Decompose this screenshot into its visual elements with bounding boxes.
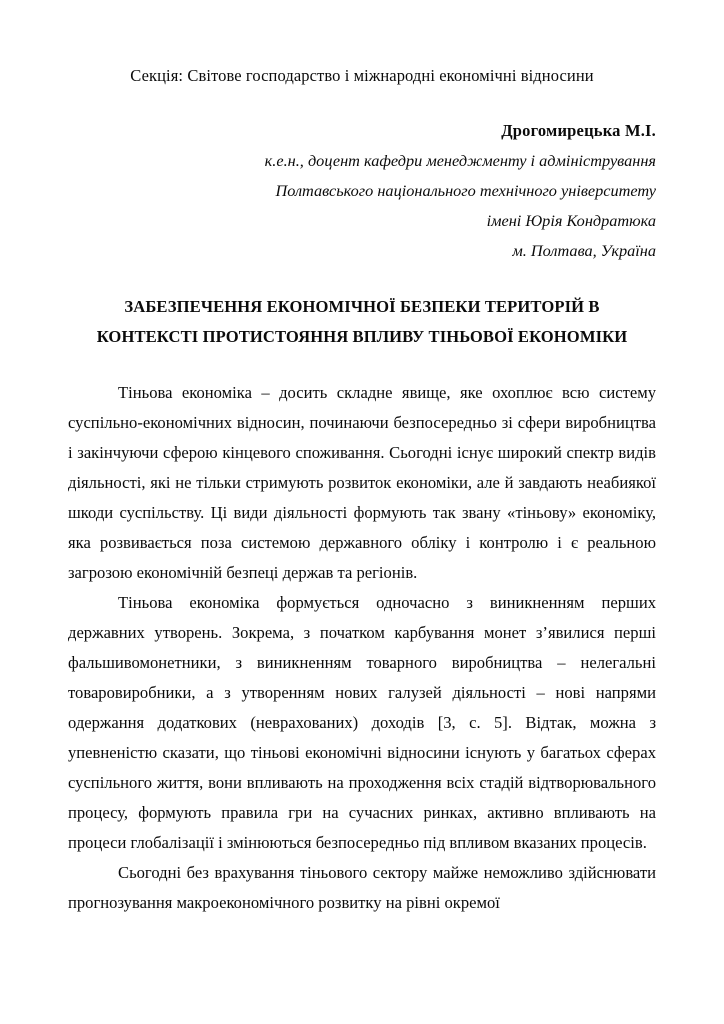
body-paragraph-1: Тіньова економіка – досить складне явище, яке охоплює всю систему суспільно-економічних відносин, починаючи безпосередньо зі сфери виробництва і закінчуючи сферою кінцевого споживання. Сьогодні існує широкий спектр видів діяльності, які не тільки стримують розвиток економіки, але й завдають неабиякої шкоди суспільству. Ці види діяльності формують так звану «тіньову» економіку, яка розвивається поза системою державного обліку і контролю і є реальною загрозою економічній безпеці держав та регіонів. <box>68 383 656 582</box>
body-text <box>68 378 656 918</box>
author-affiliation-university-name: імені Юрія Кондратюка <box>486 211 656 230</box>
body-paragraph-3: Сьогодні без врахування тіньового сектору майже неможливо здійснювати прогнозування макроекономічного розвитку на рівні окремої <box>68 863 656 912</box>
page-content <box>68 0 656 918</box>
body-paragraph-2: Тіньова економіка формується одночасно з виникненням перших державних утворень. Зокрема, з початком карбування монет з’явилися перші фальшивомонетники, з виникненням товарного виробництва – нелегальні товаровиробники, а з утворенням нових галузей діяльності – нові напрями одержання додаткових (неврахованих) доходів [3, с. 5]. Відтак, можна з упевненістю сказати, що тіньові економічні відносини існують у багатьох сферах суспільного життя, вони впливають на проходження всіх стадій відтворювального процесу, формують правила гри на сучасних ринках, активно впливають на процеси глобалізації і змінюються безпосередньо під впливом вказаних процесів. <box>68 593 656 852</box>
author-location: м. Полтава, Україна <box>512 241 656 260</box>
author-block <box>68 116 656 266</box>
section-header: Секція: Світове господарство і міжнародні економічні відносини <box>130 66 594 85</box>
page-title <box>68 292 656 352</box>
page-title-line-2: КОНТЕКСТІ ПРОТИСТОЯННЯ ВПЛИВУ ТІНЬОВОЇ ЕКОНОМІКИ <box>96 327 628 346</box>
author-affiliation-university: Полтавського національного технічного університету <box>275 181 656 200</box>
author-name: Дрогомирецька М.І. <box>501 121 656 140</box>
page-title-line-1: ЗАБЕЗПЕЧЕННЯ ЕКОНОМІЧНОЇ БЕЗПЕКИ ТЕРИТОРІЙ В <box>124 297 600 316</box>
author-affiliation-degree: к.е.н., доцент кафедри менеджменту і адміністрування <box>264 151 656 170</box>
